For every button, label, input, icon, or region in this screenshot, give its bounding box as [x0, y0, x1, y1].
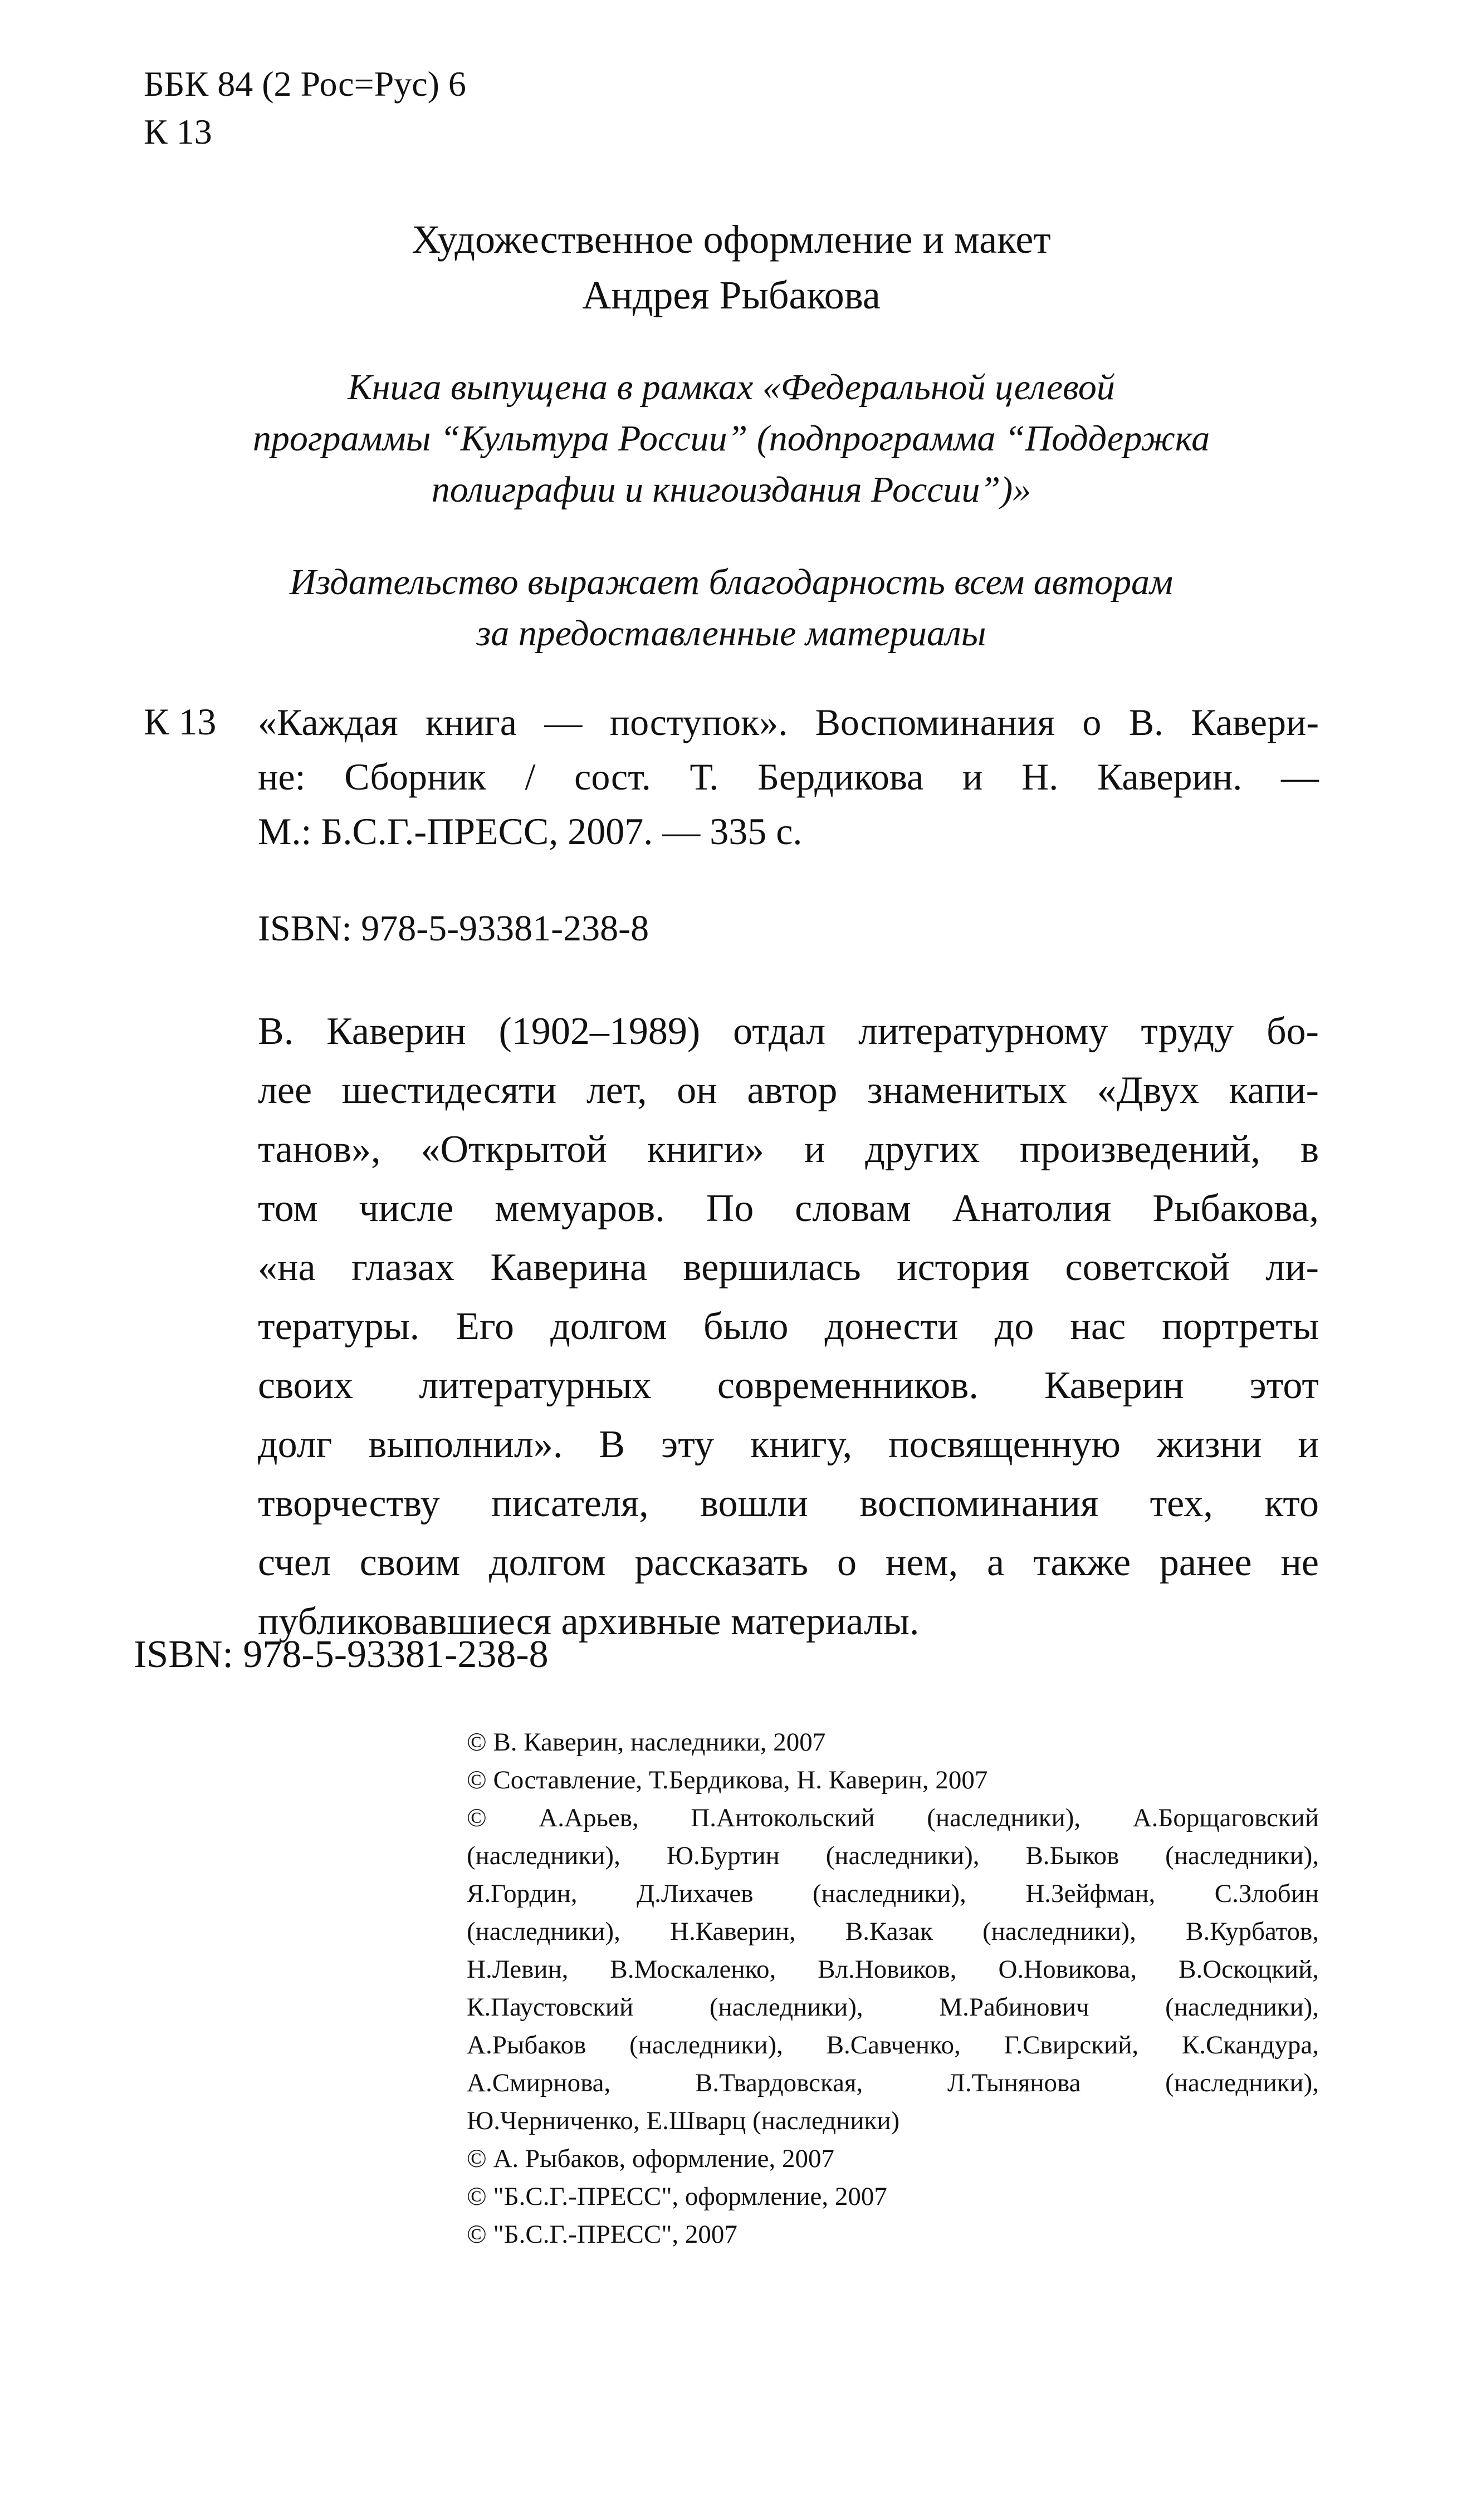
bbk-code: ББК 84 (2 Рос=Рус) 6	[144, 64, 466, 104]
copyright-line: К.Паустовский (наследники), М.Рабинович (наследники),	[467, 1993, 1319, 2022]
annotation-line: долг выполнил». В эту книгу, посвященную жизни и	[258, 1423, 1319, 1466]
annotation-line: В. Каверин (1902–1989) отдал литературному труду бо-	[258, 1010, 1319, 1053]
copyright-line: (наследники), Ю.Буртин (наследники), В.Быков (наследники),	[467, 1841, 1319, 1870]
copyright-line: © А. Рыбаков, оформление, 2007	[467, 2144, 834, 2173]
program-note-line: полиграфии и книгоиздания России”)»	[431, 469, 1031, 510]
thanks-note	[144, 557, 1319, 659]
thanks-note-line: Издательство выражает благодарность всем авторам	[289, 562, 1174, 602]
catalog-line: не: Сборник / сост. Т. Бердикова и Н. Каверин. —	[258, 756, 1319, 798]
author-sign: К 13	[144, 112, 212, 151]
annotation-line: «на глазах Каверина вершилась история советской ли-	[258, 1246, 1319, 1289]
program-note-line: Книга выпущена в рамках «Федеральной целевой	[348, 367, 1115, 408]
annotation-line: том числе мемуаров. По словам Анатолия Рыбакова,	[258, 1187, 1319, 1230]
annotation-line: танов», «Открытой книги» и других произведений, в	[258, 1128, 1319, 1171]
copyright-line: © "Б.С.Г.-ПРЕСС", оформление, 2007	[467, 2182, 887, 2211]
copyright-notices	[467, 1723, 1319, 2253]
copyright-line: © В. Каверин, наследники, 2007	[467, 1728, 826, 1757]
program-note	[144, 362, 1319, 516]
annotation-line: публиковавшиеся архивные материалы.	[258, 1600, 920, 1643]
program-note-line: программы “Культура России” (подпрограмма “Поддержка	[252, 418, 1210, 459]
main-isbn: ISBN: 978-5-93381-238-8	[134, 1633, 549, 1676]
annotation-line: творчеству писателя, вошли воспоминания тех, кто	[258, 1482, 1319, 1525]
copyright-line: © "Б.С.Г.-ПРЕСС", 2007	[467, 2220, 737, 2249]
catalog-index: К 13	[144, 700, 217, 743]
design-credit-line: Художественное оформление и макет	[412, 217, 1051, 262]
copyright-line: (наследники), Н.Каверин, В.Казак (наследники), В.Курбатов,	[467, 1917, 1319, 1946]
annotation-line: своих литературных современников. Каверин этот	[258, 1364, 1319, 1407]
design-credit	[144, 212, 1319, 323]
copyright-line: Ю.Черниченко, Е.Шварц (наследники)	[467, 2106, 900, 2135]
design-credit-name: Андрея Рыбакова	[582, 273, 881, 317]
bbk-block	[144, 60, 466, 156]
copyright-line: © Составление, Т.Бердикова, Н. Каверин, 2007	[467, 1766, 988, 1795]
annotation-line: счел своим долгом рассказать о нем, а также ранее не	[258, 1541, 1319, 1584]
annotation	[258, 1002, 1319, 1651]
thanks-note-line: за предоставленные материалы	[476, 613, 986, 654]
copyright-line: А.Рыбаков (наследники), В.Савченко, Г.Свирский, К.Скандура,	[467, 2031, 1319, 2060]
copyright-line: © А.Арьев, П.Антокольский (наследники), А.Борщаговский	[467, 1803, 1319, 1832]
copyright-line: А.Смирнова, В.Твардовская, Л.Тынянова (наследники),	[467, 2068, 1319, 2097]
copyright-line: Я.Гордин, Д.Лихачев (наследники), Н.Зейфман, С.Злобин	[467, 1879, 1319, 1908]
annotation-line: лее шестидесяти лет, он автор знаменитых «Двух капи-	[258, 1069, 1319, 1112]
catalog-line: М.: Б.С.Г.-ПРЕСС, 2007. — 335 с.	[258, 810, 803, 852]
copyright-line: Н.Левин, В.Москаленко, Вл.Новиков, О.Новикова, В.Оскоцкий,	[467, 1955, 1319, 1984]
catalog-isbn: ISBN: 978-5-93381-238-8	[258, 908, 649, 949]
catalog-entry	[258, 695, 1319, 859]
annotation-line: тературы. Его долгом было донести до нас портреты	[258, 1305, 1319, 1348]
catalog-line: «Каждая книга — поступок». Воспоминания о В. Кавери-	[258, 701, 1319, 743]
